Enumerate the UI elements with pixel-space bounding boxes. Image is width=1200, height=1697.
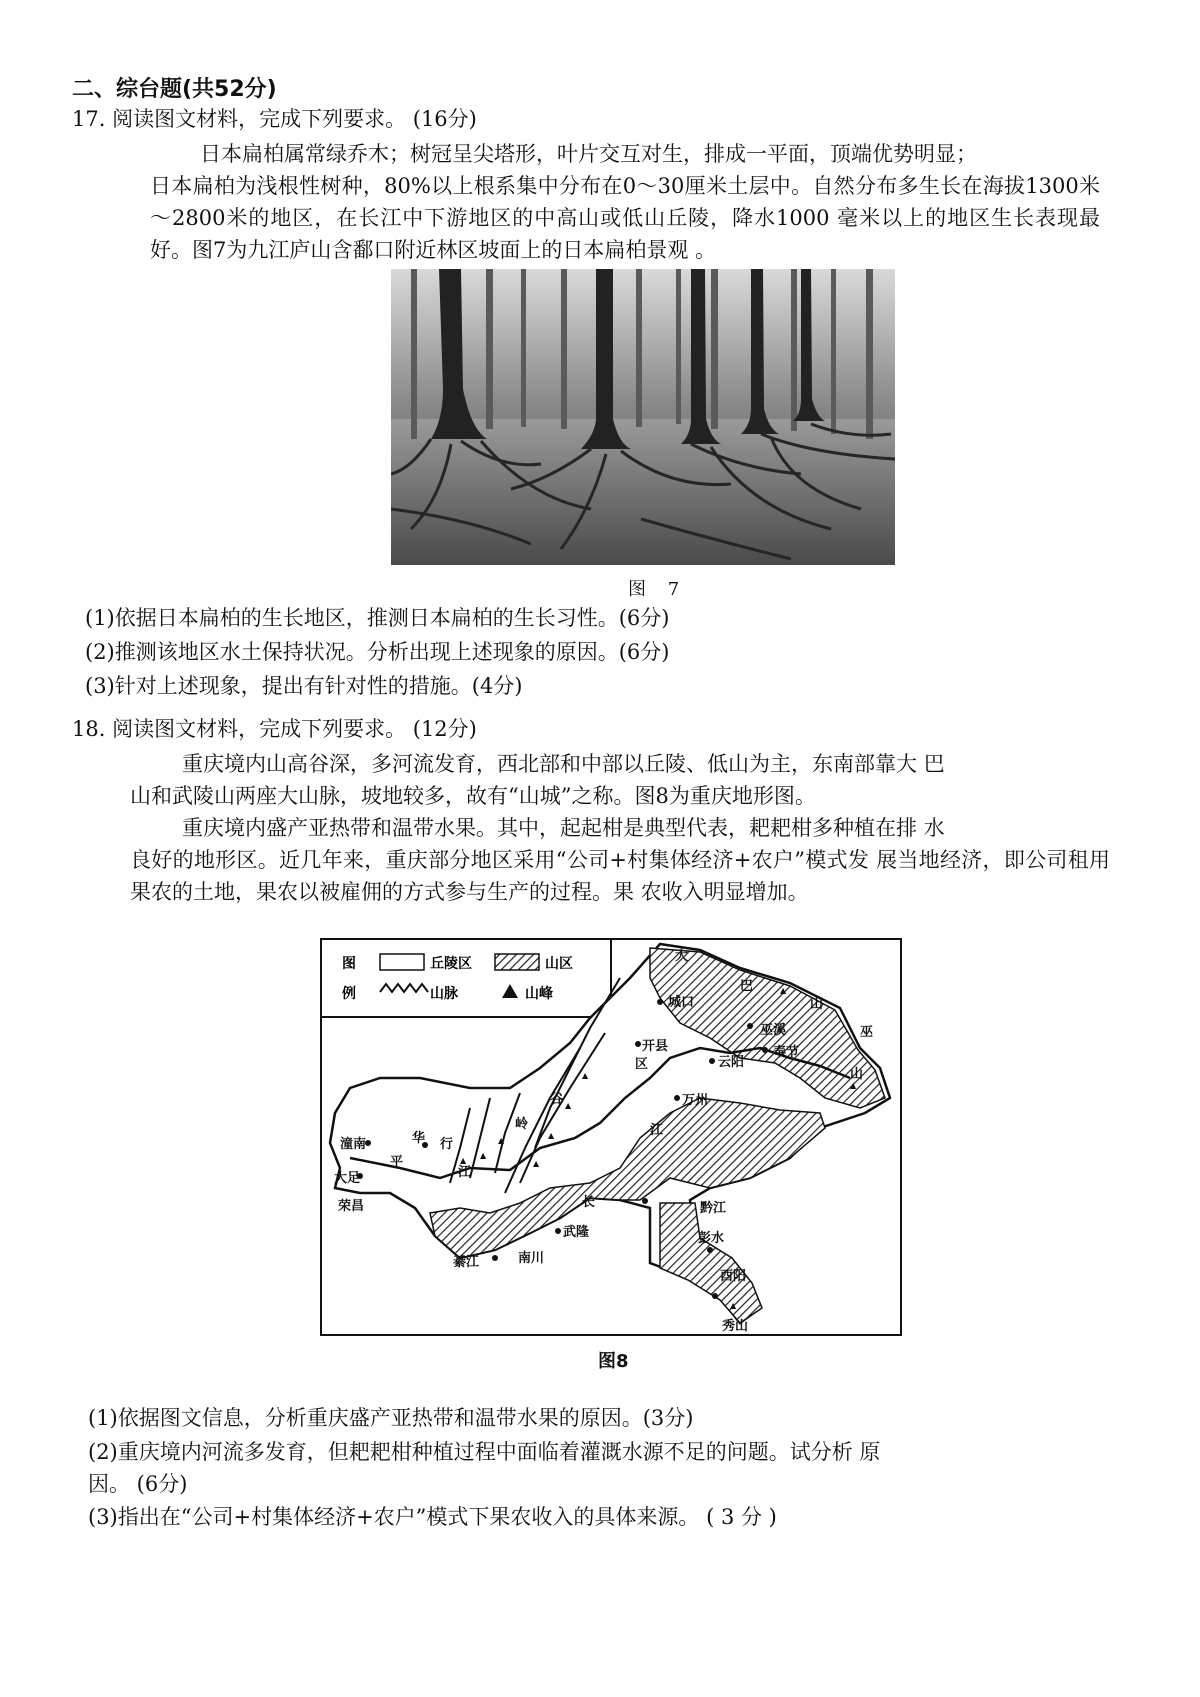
map-label-wulong: 武隆 xyxy=(563,1225,590,1240)
legend-hill-label: 丘陵区 xyxy=(430,956,472,972)
q18-sub2: (2)重庆境内河流多发育，但耙耙柑种植过程中面临着灌溉水源不足的问题。试分析 原 xyxy=(88,1440,881,1464)
map-label-rongchang: 荣昌 xyxy=(338,1199,365,1214)
map-label-youyang: 酉阳 xyxy=(720,1269,747,1284)
figure-7-caption: 图 7 xyxy=(628,579,688,600)
q18-para1-rest: 山和武陵山两座大山脉，坡地较多，故有“山城”之称。图8为重庆地形图。 xyxy=(130,784,816,808)
map-label-pengshui: 彭水 xyxy=(698,1231,725,1246)
q18-sub3: (3)指出在“公司+村集体经济+农户”模式下果农收入的具体来源。 ( 3 分 ) xyxy=(88,1505,777,1529)
map-legend xyxy=(321,939,611,1017)
q17-sub2: (2)推测该地区水土保持状况。分析出现上述现象的原因。(6分) xyxy=(85,640,670,664)
map-label-dazu: 大足 xyxy=(334,1171,361,1186)
map-label-xing: 行 xyxy=(440,1137,454,1152)
figure-8-caption: 图8 xyxy=(598,1351,629,1372)
map-label-qu: 区 xyxy=(635,1057,649,1072)
q18-para2: 良好的地形区。近几年来，重庆部分地区采用“公司+村集体经济+农户”模式发 展当地经济，即公司租用果农的土地，果农以被雇佣的方式参与生产的过程。果 农收入明显增加。 xyxy=(130,848,1110,904)
q18-stem: 18. 阅读图文材料，完成下列要求。 (12分) xyxy=(72,717,477,741)
q17-stem: 17. 阅读图文材料，完成下列要求。 (16分) xyxy=(72,107,477,131)
svg-text:▲: ▲ xyxy=(460,1156,467,1165)
map-label-ping: 平 xyxy=(390,1155,404,1170)
legend-title-1: 图 xyxy=(342,956,356,972)
map-label-wu: 巫 xyxy=(860,1025,874,1040)
q18-para2-line1: 重庆境内盛产亚热带和温带水果。其中，起起柑是典型代表，耙耙柑多种植在排 水 xyxy=(182,816,945,840)
map-label-ling: 岭 xyxy=(515,1117,529,1132)
legend-range-label: 山脉 xyxy=(430,986,458,1002)
figure-7-photo xyxy=(391,269,895,565)
q17-sub1: (1)依据日本扁柏的生长地区，推测日本扁柏的生长习性。(6分) xyxy=(85,606,670,630)
legend-peak-label: 山峰 xyxy=(525,986,553,1002)
svg-text:▲: ▲ xyxy=(498,1136,505,1145)
q18-sub2-cont: 因。 (6分) xyxy=(88,1472,188,1496)
map-label-xiushan: 秀山 xyxy=(722,1319,749,1334)
svg-text:▲: ▲ xyxy=(730,1301,737,1310)
map-label-hua: 华 xyxy=(412,1131,426,1146)
map-label-qianjiang: 黔江 xyxy=(700,1201,727,1216)
svg-text:▲: ▲ xyxy=(548,1131,555,1140)
map-label-nanchuan: 南川 xyxy=(518,1251,545,1266)
svg-text:▲: ▲ xyxy=(850,1081,857,1090)
svg-text:▲: ▲ xyxy=(480,1151,487,1160)
map-label-yunyang: 云阳 xyxy=(718,1055,745,1070)
map-label-gu: 谷 xyxy=(550,1092,564,1107)
q18-sub1: (1)依据图文信息，分析重庆盛产亚热带和温带水果的原因。(3分) xyxy=(88,1406,694,1430)
map-label-tongnan: 潼南 xyxy=(340,1137,367,1152)
map-label-ba: 巴 xyxy=(740,979,754,994)
q17-sub3: (3)针对上述现象，提出有针对性的措施。(4分) xyxy=(85,674,523,698)
map-label-chang: 长 xyxy=(582,1195,596,1210)
map-label-wanzhou: 万州 xyxy=(682,1093,709,1108)
q17-para-line1: 日本扁柏属常绿乔木；树冠呈尖塔形，叶片交互对生，排成一平面，顶端优势明显； xyxy=(200,142,977,166)
map-label-kaixian: 开县 xyxy=(642,1039,669,1054)
map-label-chengkou: 城口 xyxy=(668,995,695,1010)
map-label-shan1: 山 xyxy=(810,997,824,1012)
legend-title-2: 例 xyxy=(342,986,356,1002)
section-title: 二、综台题(共52分) xyxy=(72,77,277,102)
map-label-da: 大 xyxy=(675,949,689,964)
legend-mountain-label: 山区 xyxy=(545,956,573,972)
map-label-jiang2: 江 xyxy=(458,1165,472,1180)
map-label-jiang1: 江 xyxy=(650,1123,664,1138)
map-label-wuxi: 巫溪 xyxy=(760,1023,787,1038)
svg-text:▲: ▲ xyxy=(565,1101,572,1110)
map-label-qijiang: 綦江 xyxy=(453,1255,480,1270)
q18-para1-line1: 重庆境内山高谷深，多河流发育，西北部和中部以丘陵、低山为主，东南部靠大 巴 xyxy=(182,752,945,776)
svg-text:▲: ▲ xyxy=(533,1159,540,1168)
svg-text:▲: ▲ xyxy=(582,1071,589,1080)
map-label-shan2: 山 xyxy=(850,1067,864,1082)
map-label-fengjie: 奉节 xyxy=(773,1045,800,1060)
q17-para: 日本扁柏为浅根性树种，80%以上根系集中分布在0～30厘米土层中。自然分布多生长在海拔1300米～2800米的地区，在长江中下游地区的中高山或低山丘陵，降水1000 毫米以上的地区生长表现最好。图7为九江庐山含鄱口附近林区坡面上的日本扁柏景观 。 xyxy=(150,174,1100,262)
figure-8-map xyxy=(320,938,902,1336)
svg-text:▲: ▲ xyxy=(780,986,787,995)
